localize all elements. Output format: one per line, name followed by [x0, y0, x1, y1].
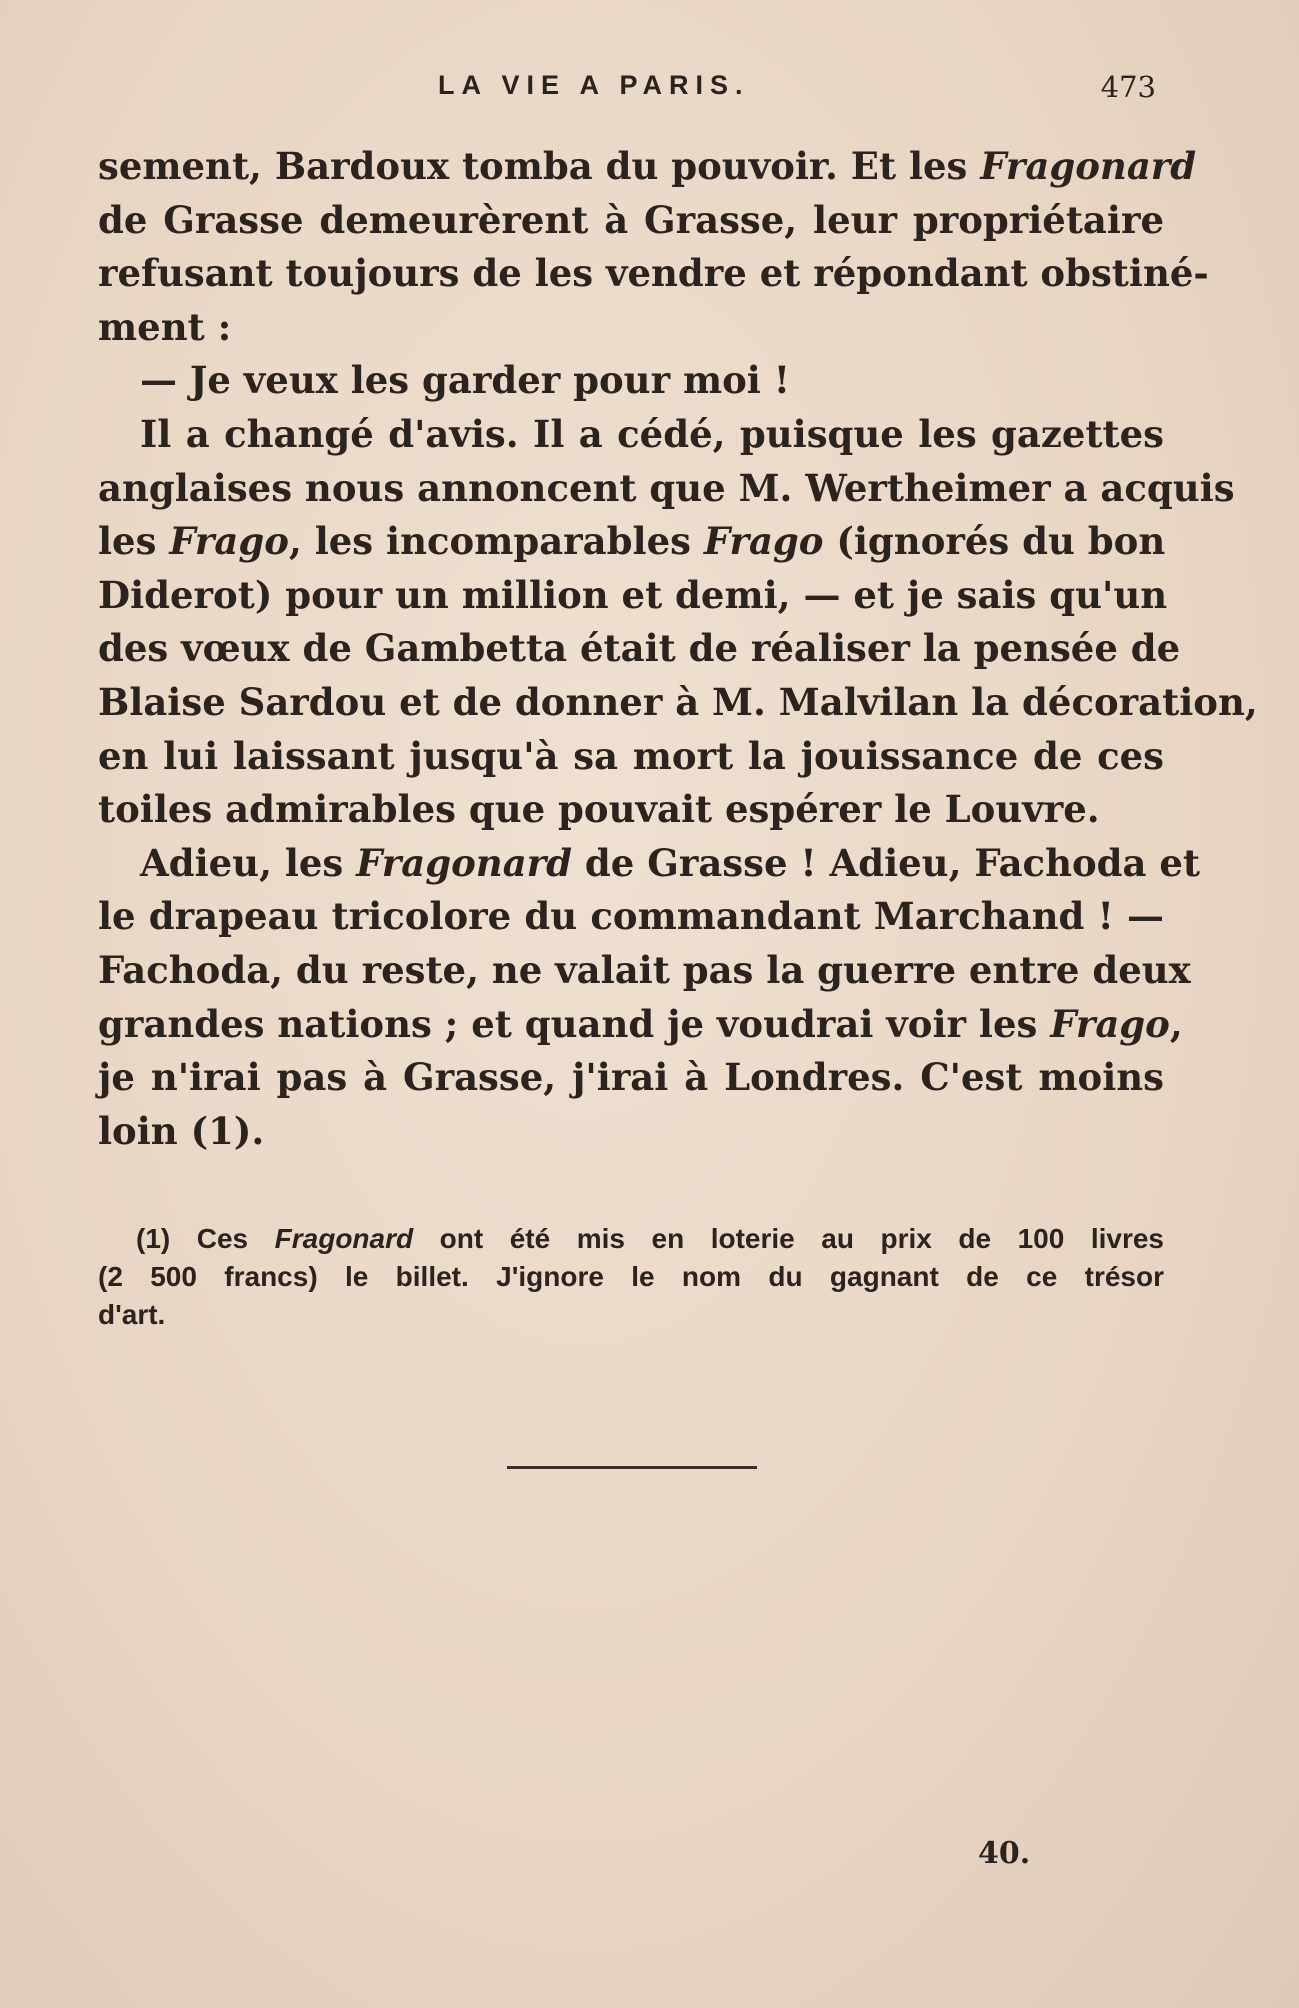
text-line: toiles admirables que pouvait espérer le Louvre. — [98, 787, 1100, 832]
end-rule — [507, 1466, 757, 1469]
running-head — [98, 70, 1168, 110]
text-line: Blaise Sardou et de donner à M. Malvilan la décoration, — [98, 679, 1258, 724]
footnote — [98, 1220, 1164, 1334]
text-line: — Je veux les garder pour moi ! — [140, 358, 790, 403]
text-line: le drapeau tricolore du commandant Marchand ! — — [98, 894, 1164, 939]
text-line: des vœux de Gambetta était de réaliser la pensée de — [98, 626, 1181, 671]
text-line: Diderot) pour un million et demi, — et je sais qu'un — [98, 572, 1168, 617]
running-title: LA VIE A PARIS. — [438, 70, 750, 100]
text-line: de Grasse demeurèrent à Grasse, leur propriétaire — [98, 197, 1164, 242]
text-line: anglaises nous annoncent que M. Wertheimer a acquis — [98, 465, 1235, 510]
text-line: Il a changé d'avis. Il a cédé, puisque les gazettes — [140, 411, 1164, 456]
footnote-line: d'art. — [98, 1299, 166, 1330]
text-line: Fachoda, du reste, ne valait pas la guerre entre deux — [98, 947, 1191, 992]
signature-mark: 40. — [978, 1836, 1031, 1871]
body-text — [98, 140, 1258, 1158]
text-line: sement, Bardoux tomba du pouvoir. Et les Fragonard — [98, 144, 1197, 188]
page-number: 473 — [1100, 70, 1156, 104]
text-line: je n'irai pas à Grasse, j'irai à Londres. C'est moins — [98, 1055, 1164, 1100]
text-line: ment : — [98, 304, 232, 349]
text-line: en lui laissant jusqu'à sa mort la jouissance de ces — [98, 733, 1164, 778]
text-line: loin (1). — [98, 1108, 265, 1153]
footnote-line: (1) Ces Fragonard ont été mis en loterie au prix de 100 livres — [136, 1223, 1164, 1254]
footnote-line: (2 500 francs) le billet. J'ignore le nom du gagnant de ce trésor — [98, 1261, 1164, 1292]
text-line: Adieu, les Fragonard de Grasse ! Adieu, Fachoda et — [140, 840, 1201, 885]
text-line: les Frago, les incomparables Frago (ignorés du bon — [98, 519, 1166, 564]
text-line: refusant toujours de les vendre et répondant obstiné- — [98, 251, 1209, 296]
text-line: grandes nations ; et quand je voudrai voir les Frago, — [98, 1001, 1183, 1046]
